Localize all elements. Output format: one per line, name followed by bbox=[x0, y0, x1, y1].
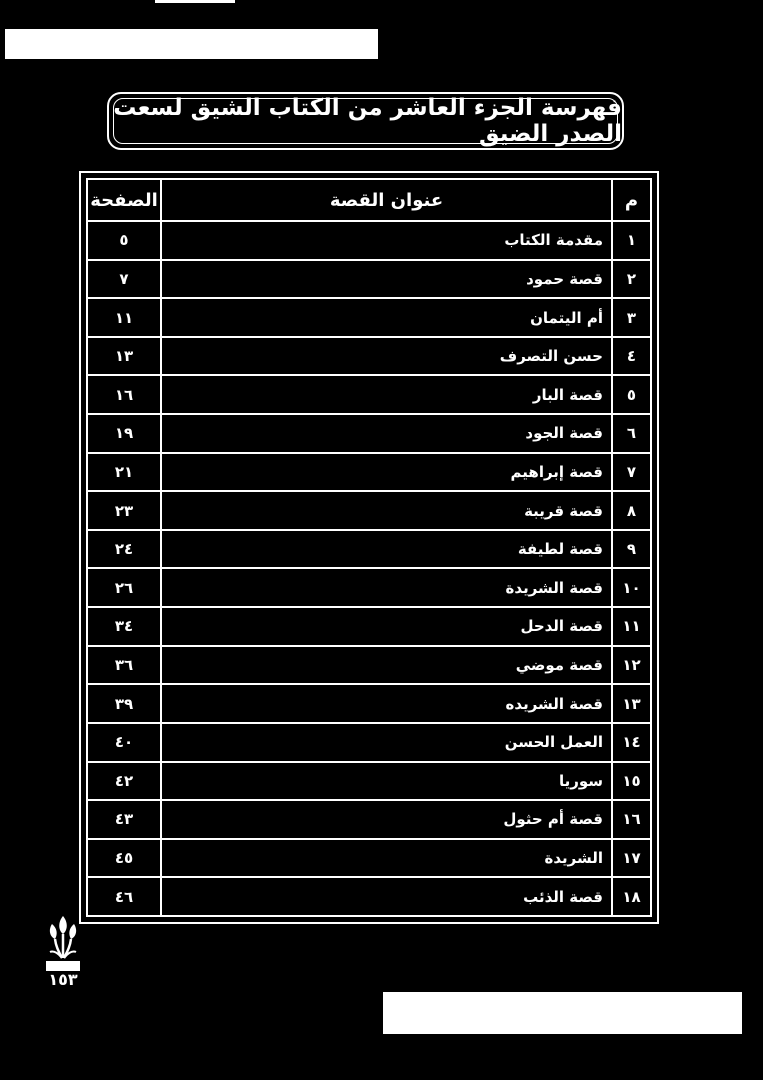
page-title: فهرسة الجزء العاشر من الكتاب الشيق لسعت الصدر الضيق bbox=[113, 95, 622, 147]
table-row bbox=[87, 337, 651, 376]
row-page: ٢٣ bbox=[87, 491, 161, 530]
row-title: قصة أم حثول bbox=[161, 800, 612, 839]
table-row bbox=[87, 684, 651, 723]
title-frame bbox=[107, 92, 624, 150]
table-body bbox=[87, 221, 651, 916]
row-page: ٣٩ bbox=[87, 684, 161, 723]
row-title: قصة الدحل bbox=[161, 607, 612, 646]
row-page: ٢٤ bbox=[87, 530, 161, 569]
row-number: ٦ bbox=[612, 414, 651, 453]
row-page: ٣٦ bbox=[87, 646, 161, 685]
row-title: قصة قريبة bbox=[161, 491, 612, 530]
index-table bbox=[86, 178, 652, 917]
table-row bbox=[87, 646, 651, 685]
header-page: الصفحة bbox=[87, 179, 161, 221]
row-page: ٤٢ bbox=[87, 762, 161, 801]
table-row bbox=[87, 607, 651, 646]
table-row bbox=[87, 839, 651, 878]
row-number: ١١ bbox=[612, 607, 651, 646]
table-row bbox=[87, 568, 651, 607]
row-title: قصة موضي bbox=[161, 646, 612, 685]
row-number: ١٨ bbox=[612, 877, 651, 916]
table-header-row bbox=[87, 179, 651, 221]
row-page: ٤٠ bbox=[87, 723, 161, 762]
top-white-bar bbox=[5, 29, 378, 59]
table-row bbox=[87, 877, 651, 916]
row-number: ١٧ bbox=[612, 839, 651, 878]
row-title: الشريدة bbox=[161, 839, 612, 878]
row-title: قصة الشريده bbox=[161, 684, 612, 723]
row-number: ١٥ bbox=[612, 762, 651, 801]
index-table-frame bbox=[79, 171, 659, 924]
row-number: ٥ bbox=[612, 375, 651, 414]
row-page: ١٩ bbox=[87, 414, 161, 453]
row-page: ٤٦ bbox=[87, 877, 161, 916]
row-number: ٢ bbox=[612, 260, 651, 299]
row-number: ٩ bbox=[612, 530, 651, 569]
page-number: ١٥٣ bbox=[48, 970, 78, 989]
row-page: ١١ bbox=[87, 298, 161, 337]
row-page: ٥ bbox=[87, 221, 161, 260]
table-row bbox=[87, 491, 651, 530]
table-row bbox=[87, 530, 651, 569]
row-number: ١٦ bbox=[612, 800, 651, 839]
table-row bbox=[87, 298, 651, 337]
row-title: قصة لطيفة bbox=[161, 530, 612, 569]
row-number: ٣ bbox=[612, 298, 651, 337]
table-row bbox=[87, 453, 651, 492]
table-row bbox=[87, 800, 651, 839]
row-number: ١٣ bbox=[612, 684, 651, 723]
row-page: ٣٤ bbox=[87, 607, 161, 646]
row-page: ١٣ bbox=[87, 337, 161, 376]
header-num: م bbox=[612, 179, 651, 221]
row-number: ٧ bbox=[612, 453, 651, 492]
table-row bbox=[87, 375, 651, 414]
table-row bbox=[87, 260, 651, 299]
bottom-white-bar bbox=[383, 992, 742, 1034]
row-title: أم اليتمان bbox=[161, 298, 612, 337]
row-page: ٤٣ bbox=[87, 800, 161, 839]
top-edge-strip bbox=[155, 0, 235, 3]
row-page: ٧ bbox=[87, 260, 161, 299]
row-title: مقدمة الكتاب bbox=[161, 221, 612, 260]
table-row bbox=[87, 762, 651, 801]
row-title: قصة الجود bbox=[161, 414, 612, 453]
row-number: ١٠ bbox=[612, 568, 651, 607]
row-title: قصة البار bbox=[161, 375, 612, 414]
row-title: قصة حمود bbox=[161, 260, 612, 299]
row-page: ٢١ bbox=[87, 453, 161, 492]
row-page: ٤٥ bbox=[87, 839, 161, 878]
row-title: قصة إبراهيم bbox=[161, 453, 612, 492]
row-title: حسن التصرف bbox=[161, 337, 612, 376]
row-title: سوريا bbox=[161, 762, 612, 801]
table-row bbox=[87, 723, 651, 762]
row-title: قصة الذئب bbox=[161, 877, 612, 916]
table-row bbox=[87, 414, 651, 453]
row-number: ١ bbox=[612, 221, 651, 260]
row-title: قصة الشريدة bbox=[161, 568, 612, 607]
row-page: ١٦ bbox=[87, 375, 161, 414]
row-page: ٢٦ bbox=[87, 568, 161, 607]
table-row bbox=[87, 221, 651, 260]
row-number: ٨ bbox=[612, 491, 651, 530]
header-title: عنوان القصة bbox=[161, 179, 612, 221]
tulip-flowers-icon bbox=[44, 912, 82, 974]
row-number: ١٤ bbox=[612, 723, 651, 762]
row-number: ١٢ bbox=[612, 646, 651, 685]
row-number: ٤ bbox=[612, 337, 651, 376]
row-title: العمل الحسن bbox=[161, 723, 612, 762]
